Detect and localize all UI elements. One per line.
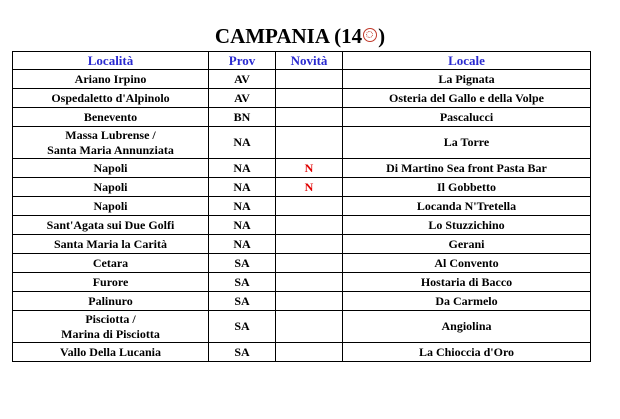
cell-localita: Santa Maria la Carità	[13, 235, 209, 254]
cell-novita	[276, 254, 343, 273]
cell-locale: Di Martino Sea front Pasta Bar	[343, 159, 591, 178]
cell-novita	[276, 343, 343, 362]
table-row	[13, 70, 591, 89]
cell-prov: NA	[209, 197, 276, 216]
cell-locale: La Pignata	[343, 70, 591, 89]
header-locale: Locale	[343, 52, 591, 70]
title-open-paren: (	[334, 24, 342, 48]
table-row	[13, 343, 591, 362]
cell-locale: Pascalucci	[343, 108, 591, 127]
cell-prov: SA	[209, 254, 276, 273]
table-row	[13, 159, 591, 178]
table-row	[13, 108, 591, 127]
header-prov: Prov	[209, 52, 276, 70]
cell-prov: NA	[209, 216, 276, 235]
table-row	[13, 127, 591, 159]
table-row	[13, 178, 591, 197]
cell-prov: SA	[209, 292, 276, 311]
cell-localita: Vallo Della Lucania	[13, 343, 209, 362]
cell-locale: Lo Stuzzichino	[343, 216, 591, 235]
restaurant-table	[12, 51, 591, 362]
table-row	[13, 273, 591, 292]
stamp-logo-icon	[363, 28, 377, 42]
table-row	[13, 216, 591, 235]
cell-novita	[276, 273, 343, 292]
cell-localita: Cetara	[13, 254, 209, 273]
cell-novita	[276, 127, 343, 159]
table-row	[13, 292, 591, 311]
cell-novita	[276, 89, 343, 108]
cell-novita	[276, 70, 343, 89]
cell-locale: Da Carmelo	[343, 292, 591, 311]
table-body	[13, 70, 591, 362]
header-localita: Località	[13, 52, 209, 70]
cell-localita: Palinuro	[13, 292, 209, 311]
localita-line-2: Marina di Pisciotta	[61, 326, 160, 341]
cell-novita	[276, 292, 343, 311]
cell-novita	[276, 197, 343, 216]
cell-novita	[276, 311, 343, 343]
cell-localita: Ospedaletto d'Alpinolo	[13, 89, 209, 108]
cell-localita: Napoli	[13, 178, 209, 197]
cell-locale: Gerani	[343, 235, 591, 254]
cell-locale: Al Convento	[343, 254, 591, 273]
localita-line-2: Santa Maria Annunziata	[47, 142, 174, 157]
cell-localita: Napoli	[13, 197, 209, 216]
cell-novita	[276, 235, 343, 254]
region-name: CAMPANIA	[214, 24, 329, 48]
table-row	[13, 311, 591, 343]
cell-novita	[276, 216, 343, 235]
table-header-row	[13, 52, 591, 70]
cell-locale: La Torre	[343, 127, 591, 159]
cell-localita: Benevento	[13, 108, 209, 127]
cell-prov: SA	[209, 343, 276, 362]
table-row	[13, 254, 591, 273]
cell-localita: Furore	[13, 273, 209, 292]
localita-line-1: Massa Lubrense /	[65, 127, 156, 142]
cell-prov: SA	[209, 273, 276, 292]
cell-prov: NA	[209, 159, 276, 178]
page-title	[0, 22, 600, 50]
cell-locale: Il Gobbetto	[343, 178, 591, 197]
localita-line-1: Pisciotta /	[85, 311, 136, 326]
cell-localita: Sant'Agata sui Due Golfi	[13, 216, 209, 235]
cell-locale: Osteria del Gallo e della Volpe	[343, 89, 591, 108]
cell-prov: NA	[209, 178, 276, 197]
cell-localita	[13, 127, 209, 159]
cell-prov: BN	[209, 108, 276, 127]
cell-novita	[276, 108, 343, 127]
table-row	[13, 235, 591, 254]
cell-locale: Hostaria di Bacco	[343, 273, 591, 292]
cell-localita: Ariano Irpino	[13, 70, 209, 89]
cell-locale: Angiolina	[343, 311, 591, 343]
title-close-paren: )	[378, 24, 386, 48]
cell-localita: Napoli	[13, 159, 209, 178]
cell-locale: Locanda N'Tretella	[343, 197, 591, 216]
table-row	[13, 89, 591, 108]
cell-locale: La Chioccia d'Oro	[343, 343, 591, 362]
header-novita: Novità	[276, 52, 343, 70]
cell-localita	[13, 311, 209, 343]
cell-novita: N	[276, 178, 343, 197]
table-row	[13, 197, 591, 216]
cell-prov: NA	[209, 235, 276, 254]
cell-novita: N	[276, 159, 343, 178]
restaurant-count: 14	[341, 24, 363, 48]
cell-prov: AV	[209, 89, 276, 108]
cell-prov: SA	[209, 311, 276, 343]
cell-prov: NA	[209, 127, 276, 159]
cell-prov: AV	[209, 70, 276, 89]
